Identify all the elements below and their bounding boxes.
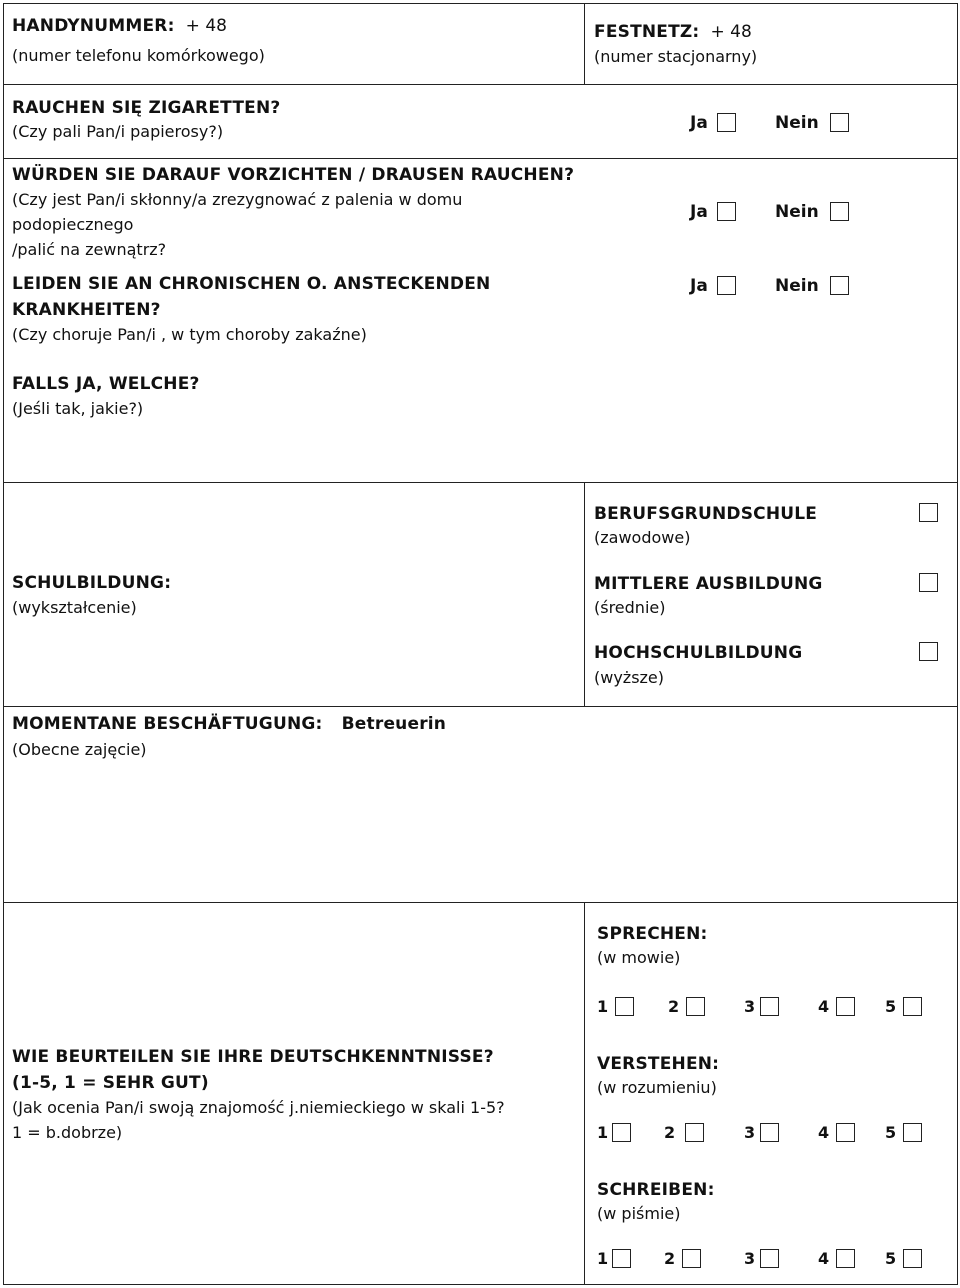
writing-4-checkbox[interactable] [836,1249,855,1268]
education-option-vocational-sub: (zawodowe) [594,528,691,547]
disease-sub: (Czy choruje Pan/i , w tym choroby zakaźne) [12,325,367,344]
row-divider [3,84,958,85]
education-label: SCHULBILDUNG: [12,573,172,593]
smoking-yes-checkbox[interactable] [717,113,736,132]
disease-yes-checkbox[interactable] [717,276,736,295]
scale-number: 5 [885,997,897,1016]
education-option-higher-sub: (wyższe) [594,668,665,687]
landline-sub: (numer stacjonarny) [594,47,758,66]
speaking-4-checkbox[interactable] [836,997,855,1016]
german-sub-2: 1 = b.dobrze) [12,1123,123,1142]
occupation-field[interactable] [12,714,446,734]
german-question-line1: WIE BEURTEILEN SIE IHRE DEUTSCHKENNTNISSE? [12,1047,494,1067]
scale-number: 5 [885,1249,897,1268]
scale-number: 5 [885,1123,897,1142]
column-divider [584,902,585,1285]
row-divider [3,482,958,483]
outside-no-label: Nein [775,202,819,222]
scale-number: 4 [818,1123,830,1142]
disease-yes-label: Ja [690,276,708,296]
outside-yes-checkbox[interactable] [717,202,736,221]
scale-number: 2 [664,1249,676,1268]
outer-border-bottom [3,1284,958,1285]
occupation-sub: (Obecne zajęcie) [12,740,147,759]
scale-number: 4 [818,1249,830,1268]
which-sub: (Jeśli tak, jakie?) [12,399,144,418]
scale-number: 1 [597,1249,609,1268]
disease-question-line1: LEIDEN SIE AN CHRONISCHEN O. ANSTECKENDEN [12,274,491,294]
disease-question-line2: KRANKHEITEN? [12,300,161,320]
skill-understanding-sub: (w rozumieniu) [597,1078,717,1097]
smoking-no-label: Nein [775,113,819,133]
skill-writing-sub: (w piśmie) [597,1204,681,1223]
scale-number: 3 [744,1249,756,1268]
scale-number: 3 [744,1123,756,1142]
outer-border-right [957,3,958,1285]
which-answer-field[interactable] [200,370,950,470]
row-divider [3,706,958,707]
mobile-prefix: + 48 [185,16,227,36]
row-divider [3,902,958,903]
scale-number: 1 [597,997,609,1016]
outside-sub-1: (Czy jest Pan/i skłonny/a zrezygnować z palenia w domu [12,190,463,209]
education-option-vocational: BERUFSGRUNDSCHULE [594,504,818,524]
scale-number: 2 [668,997,680,1016]
education-secondary-checkbox[interactable] [919,573,938,592]
landline-label: FESTNETZ: [594,22,700,42]
mobile-number-field[interactable] [12,16,227,36]
mobile-label: HANDYNUMMER: [12,16,175,36]
mobile-sub: (numer telefonu komórkowego) [12,46,265,65]
speaking-5-checkbox[interactable] [903,997,922,1016]
skill-speaking-sub: (w mowie) [597,948,681,967]
understanding-2-checkbox[interactable] [685,1123,704,1142]
understanding-1-checkbox[interactable] [612,1123,631,1142]
scale-number: 4 [818,997,830,1016]
writing-3-checkbox[interactable] [760,1249,779,1268]
row-divider [3,158,958,159]
smoking-yes-label: Ja [690,113,708,133]
education-higher-checkbox[interactable] [919,642,938,661]
smoking-sub: (Czy pali Pan/i papierosy?) [12,122,224,141]
scale-number: 1 [597,1123,609,1142]
outer-border-left [3,3,4,1285]
skill-understanding-label: VERSTEHEN: [597,1054,720,1074]
speaking-1-checkbox[interactable] [615,997,634,1016]
outside-sub-3: /palić na zewnątrz? [12,240,167,259]
smoking-no-checkbox[interactable] [830,113,849,132]
writing-2-checkbox[interactable] [682,1249,701,1268]
education-option-higher: HOCHSCHULBILDUNG [594,643,803,663]
education-vocational-checkbox[interactable] [919,503,938,522]
speaking-3-checkbox[interactable] [760,997,779,1016]
german-question-line2: (1-5, 1 = SEHR GUT) [12,1073,209,1093]
occupation-value: Betreuerin [341,714,447,734]
disease-no-label: Nein [775,276,819,296]
outside-question: WÜRDEN SIE DARAUF VORZICHTEN / DRAUSEN RAUCHEN? [12,165,575,185]
column-divider [584,3,585,85]
german-sub-1: (Jak ocenia Pan/i swoją znajomość j.niemieckiego w skali 1-5? [12,1098,505,1117]
education-option-secondary: MITTLERE AUSBILDUNG [594,574,823,594]
outside-sub-2: podopiecznego [12,215,134,234]
education-sub: (wykształcenie) [12,598,137,617]
writing-5-checkbox[interactable] [903,1249,922,1268]
understanding-4-checkbox[interactable] [836,1123,855,1142]
outer-border-top [3,3,958,4]
education-option-secondary-sub: (średnie) [594,598,666,617]
scale-number: 2 [664,1123,676,1142]
understanding-5-checkbox[interactable] [903,1123,922,1142]
outside-yes-label: Ja [690,202,708,222]
outside-no-checkbox[interactable] [830,202,849,221]
landline-number-field[interactable] [594,22,752,42]
speaking-2-checkbox[interactable] [686,997,705,1016]
disease-no-checkbox[interactable] [830,276,849,295]
landline-prefix: + 48 [710,22,752,42]
column-divider [584,482,585,707]
occupation-label: MOMENTANE BESCHÄFTUGUNG: [12,714,323,734]
understanding-3-checkbox[interactable] [760,1123,779,1142]
which-question: FALLS JA, WELCHE? [12,374,200,394]
writing-1-checkbox[interactable] [612,1249,631,1268]
smoking-question: RAUCHEN SIĘ ZIGARETTEN? [12,98,281,118]
skill-speaking-label: SPRECHEN: [597,924,708,944]
skill-writing-label: SCHREIBEN: [597,1180,715,1200]
scale-number: 3 [744,997,756,1016]
